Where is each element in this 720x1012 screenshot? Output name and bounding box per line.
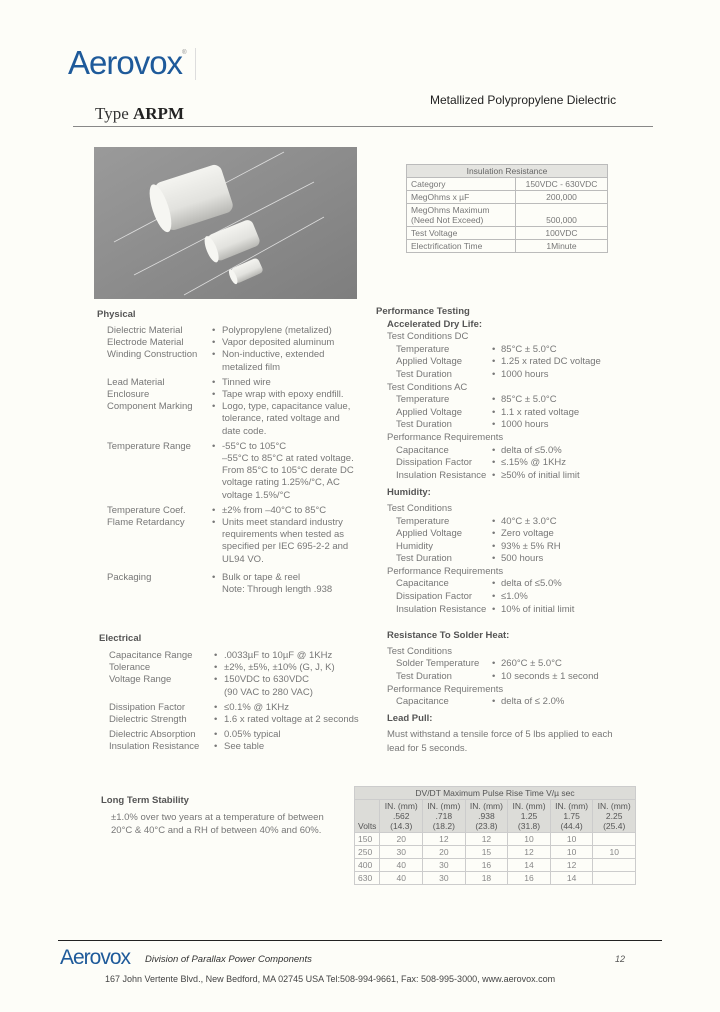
spec-row: Capacitance Range • .0033µF to 10µF @ 1KHz	[109, 650, 359, 662]
spec-row: Capacitance • delta of ≤5.0%	[376, 578, 626, 591]
spec-row: Test Duration • 1000 hours	[376, 369, 626, 382]
footer-division: Division of Parallax Power Components	[145, 954, 312, 965]
spec-row: Temperature Coef. • ±2% from –40°C to 85°C	[107, 505, 357, 517]
table-title: Insulation Resistance	[407, 165, 608, 178]
product-type: Type ARPM	[95, 104, 184, 123]
spec-row: Temperature • 85°C ± 5.0°C	[376, 394, 626, 407]
table-row: 150 20 12 12 10 10	[355, 833, 636, 846]
table-row: 400 40 30 16 14 12	[355, 859, 636, 872]
spec-row: Dissipation Factor • ≤1.0%	[376, 591, 626, 604]
page-number: 12	[615, 954, 626, 964]
spec-row: Tolerance • ±2%, ±5%, ±10% (G, J, K)	[109, 662, 359, 674]
spec-row: Insulation Resistance • 10% of initial limit	[376, 604, 626, 617]
spec-row: Test Duration • 500 hours	[376, 553, 626, 566]
spec-row: Dielectric Material • Polypropylene (metalized)	[107, 325, 357, 337]
solder-heat-heading: Resistance To Solder Heat:	[387, 630, 510, 642]
spec-row: Applied Voltage • Zero voltage	[376, 528, 626, 541]
spec-row: Packaging • Bulk or tape & reel Note: Through length .938	[107, 572, 357, 596]
physical-heading: Physical	[97, 309, 136, 320]
page-subtitle: Metallized Polypropylene Dielectric	[430, 93, 617, 107]
long-term-text: ±1.0% over two years at a temperature of between 20°C & 40°C and a RH of between 40% and 60%.	[111, 812, 324, 836]
lead-pull-heading: Lead Pull:	[387, 712, 433, 724]
spec-row: Temperature Range • -55°C to 105°C –55°C to 85°C at rated voltage. From 85°C to 105°C derate DC voltage rating 1.25%/°C, AC voltage 1.5%/°C	[107, 441, 357, 502]
dvdt-table: DV/DT Maximum Pulse Rise Time V/µ sec Volts IN. (mm) .562 (14.3) IN. (mm) .718 (18.2) IN. (mm) .938 (23.8) IN. (mm) 1.25 (31.8) IN. (mm) 1.75 (44.4) IN. (mm) 2.25 (25.4) 150 20 12 12 10 10 250 30 20 15 12 10 10 400 40 30 16 14 12 630 40 30 18 16 14	[354, 786, 636, 885]
spec-row: Test Duration • 1000 hours	[376, 419, 626, 432]
dry-life-heading: Accelerated Dry Life:	[387, 318, 483, 330]
table-row: 250 30 20 15 12 10 10	[355, 846, 636, 859]
spec-row: Dissipation Factor • ≤.15% @ 1KHz	[376, 457, 626, 470]
spec-row: Winding Construction • Non-inductive, extended metalized film	[107, 349, 357, 373]
spec-row: Temperature • 85°C ± 5.0°C	[376, 344, 626, 357]
table-row: MegOhms Maximum (Need Not Exceed) 500,000	[407, 204, 608, 227]
spec-row: Capacitance • delta of ≤5.0%	[376, 445, 626, 458]
product-photo	[94, 147, 357, 299]
spec-row: Dissipation Factor • ≤0.1% @ 1KHz	[109, 702, 359, 714]
spec-row: Solder Temperature • 260°C ± 5.0°C	[376, 658, 626, 671]
spec-row: Temperature • 40°C ± 3.0°C	[376, 516, 626, 529]
table-row: MegOhms x µF 200,000	[407, 191, 608, 204]
spec-row: Dielectric Absorption • 0.05% typical	[109, 729, 359, 741]
spec-row: Lead Material • Tinned wire	[107, 377, 357, 389]
capacitors-image	[94, 147, 357, 299]
table-title: DV/DT Maximum Pulse Rise Time V/µ sec	[355, 787, 636, 800]
footer-logo: Aerovox	[60, 946, 131, 969]
lead-pull-text: Must withstand a tensile force of 5 lbs applied to each lead for 5 seconds.	[387, 729, 613, 755]
spec-row: Insulation Resistance • See table	[109, 741, 359, 753]
footer-address: 167 John Vertente Blvd., New Bedford, MA 02745 USA Tel:508-994-9661, Fax: 508-995-3000, www.aerovox.com	[105, 974, 556, 984]
aerovox-logo: Aerovox®	[68, 44, 186, 81]
spec-row: Applied Voltage • 1.25 x rated DC voltage	[376, 356, 626, 369]
spec-row: Test Duration • 10 seconds ± 1 second	[376, 671, 626, 684]
electrical-heading: Electrical	[99, 633, 142, 644]
logo-divider	[195, 48, 196, 80]
spec-row: Electrode Material • Vapor deposited aluminum	[107, 337, 357, 349]
spec-row: Flame Retardancy • Units meet standard industry requirements when tested as specified per IEC 695-2-2 and UL94 VO.	[107, 517, 357, 566]
spec-row: Humidity • 93% ± 5% RH	[376, 541, 626, 554]
spec-row: Applied Voltage • 1.1 x rated voltage	[376, 407, 626, 420]
table-row: Electrification Time 1Minute	[407, 240, 608, 253]
table-row: Test Voltage 100VDC	[407, 227, 608, 240]
spec-row: Component Marking • Logo, type, capacitance value, tolerance, rated voltage and date code.	[107, 401, 357, 438]
table-row: Category 150VDC - 630VDC	[407, 178, 608, 191]
electrical-specs	[109, 650, 359, 754]
performance-heading: Performance Testing	[376, 306, 470, 317]
spec-row: Enclosure • Tape wrap with epoxy endfill.	[107, 389, 357, 401]
spec-row: Capacitance • delta of ≤ 2.0%	[376, 696, 626, 709]
long-term-heading: Long Term Stability	[101, 795, 189, 806]
physical-specs	[107, 325, 357, 596]
humidity-heading: Humidity:	[387, 487, 431, 499]
header-rule	[73, 126, 653, 127]
table-row: 630 40 30 18 16 14	[355, 872, 636, 885]
insulation-resistance-table	[406, 164, 608, 253]
spec-row: Dielectric Strength • 1.6 x rated voltage at 2 seconds	[109, 714, 359, 726]
spec-row: Voltage Range • 150VDC to 630VDC (90 VAC to 280 VAC)	[109, 674, 359, 698]
footer-rule	[58, 940, 662, 941]
performance-testing: Performance Testing Accelerated Dry Life: Test Conditions DC Temperature • 85°C ± 5.0°C Applied Voltage • 1.25 x rated DC voltage Test Duration • 1000 hours Test Conditions AC Temperature • 85°C ± 5.0°C Applied Voltage • 1.1 x rated voltage Test Duration • 1000 hours Performance Requirements Capacitance • delta of ≤5.0% Dissipation Factor • ≤.15% @ 1KHz Insulation Resistance • ≥50% of initial limit Humidity: Test Conditions Temperature • 40°C ± 3.0°C Applied Voltage • Zero voltage Humidity • 93% ± 5% RH Test Duration • 500 hours Performance Requirements Capacitance • delta of ≤5.0% Dissipation Factor • ≤1.0% Insulation Resistance • 10% of initial limit Resistance To Solder Heat: Test Conditions Solder Temperature • 260°C ± 5.0°C Test Duration • 10 seconds ± 1 second Performance Requirements Capacitance • delta of ≤ 2.0% Lead Pull: Must withstand a tensile force of 5 lbs applied to each lead for 5 seconds.	[376, 306, 626, 756]
spec-row: Insulation Resistance • ≥50% of initial limit	[376, 470, 626, 483]
